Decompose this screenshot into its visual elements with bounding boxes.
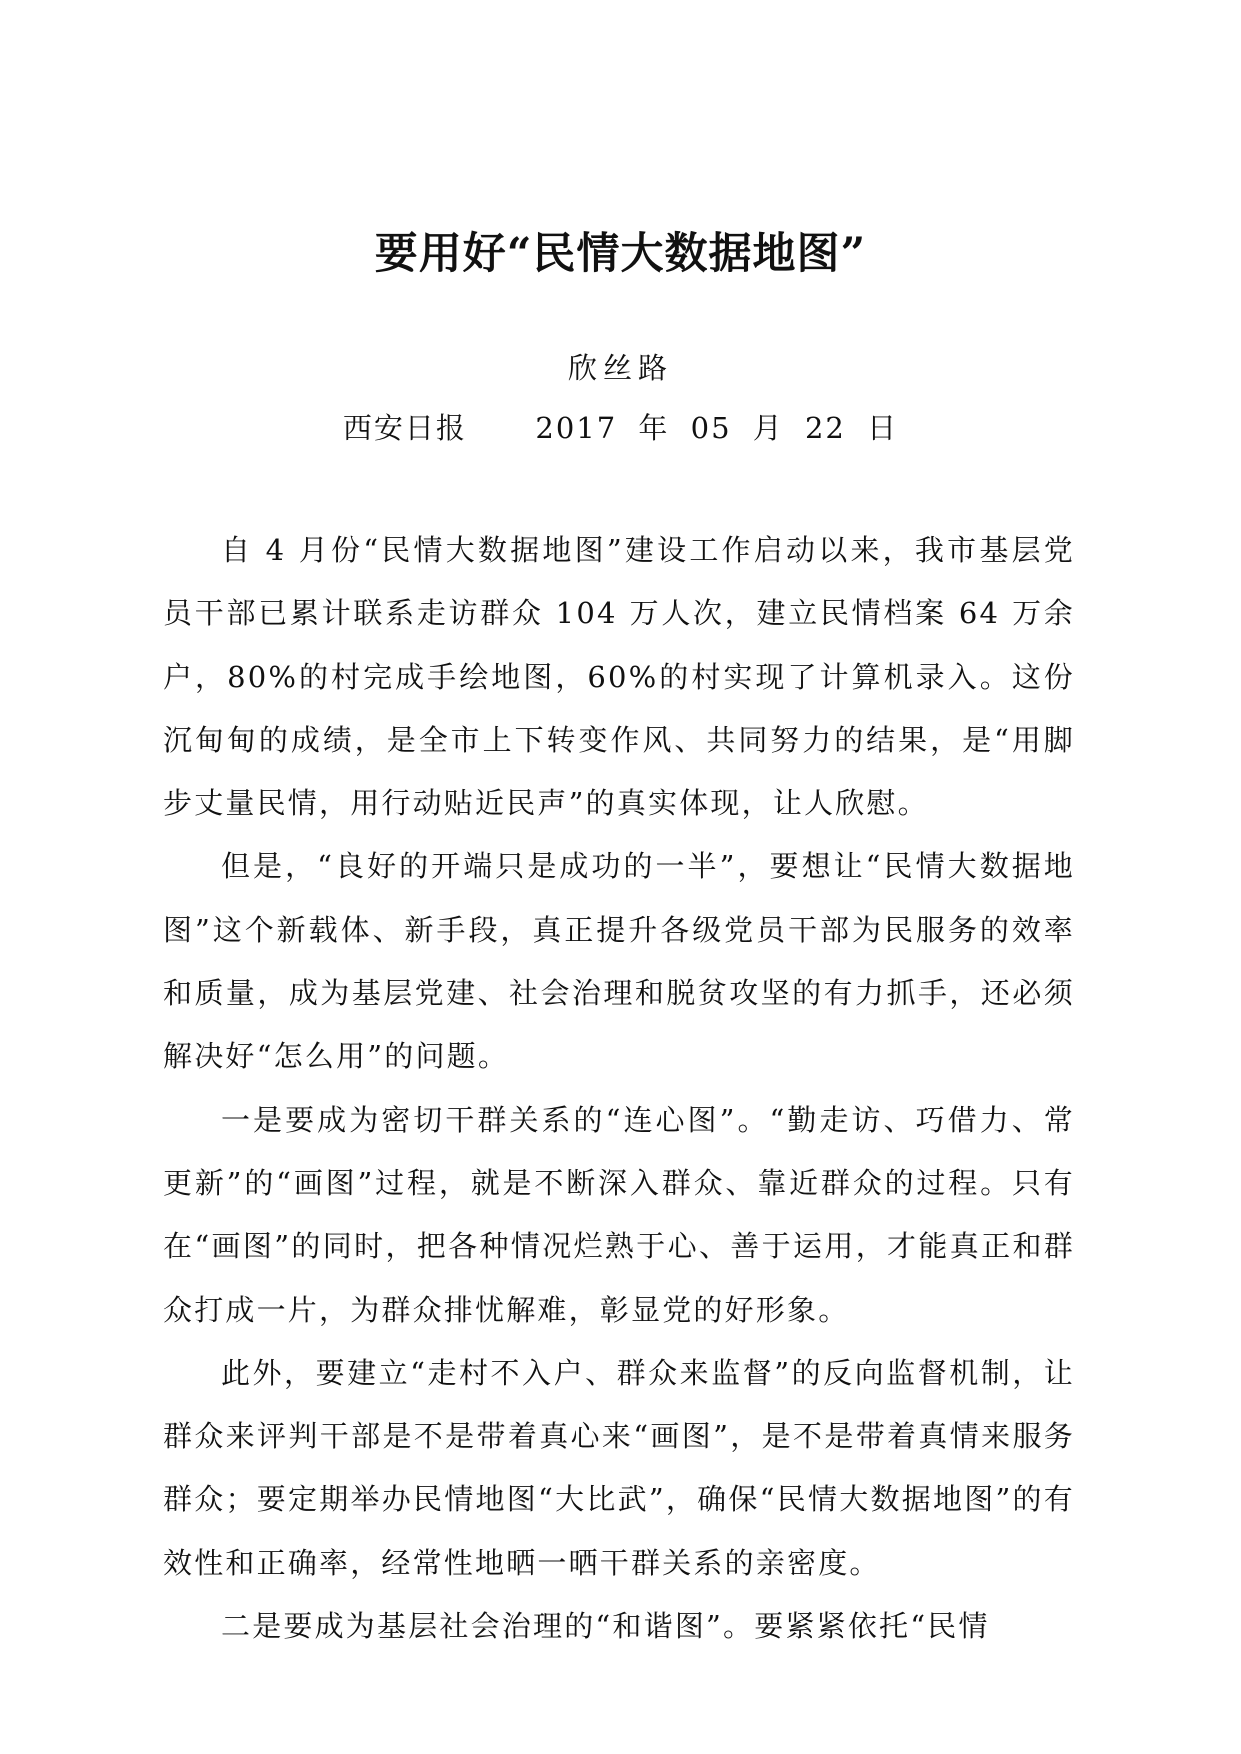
paragraph: 二是要成为基层社会治理的“和谐图”。要紧紧依托“民情 <box>221 1609 990 1644</box>
paragraph: 此外，要建立“走村不入户、群众来监督”的反向监督机制，让群众来评判干部是不是带着真心来“画图”，是不是带着真情来服务群众；要定期举办民情地图“大比武”，确保“民情大数据地图”的有效性和正确率，经常性地晒一晒干群关系的亲密度。 <box>163 1355 1075 1580</box>
article-source-line <box>0 406 1241 447</box>
paragraph: 一是要成为密切干群关系的“连心图”。“勤走访、巧借力、常更新”的“画图”过程，就是不断深入群众、靠近群众的过程。只有在“画图”的同时，把各种情况烂熟于心、善于运用，才能真正和群众打成一片，为群众排忧解难，彰显党的好形象。 <box>163 1102 1075 1327</box>
article-source: 西安日报 <box>342 411 467 445</box>
article-body <box>163 519 1075 1658</box>
article-date: 2017 年 05 月 22 日 <box>535 411 899 445</box>
paragraph: 自 4 月份“民情大数据地图”建设工作启动以来，我市基层党员干部已累计联系走访群众 104 万人次，建立民情档案 64 万余户，80%的村完成手绘地图，60%的村实现了计算机录入。这份沉甸甸的成绩，是全市上下转变作风、共同努力的结果，是“用脚步丈量民情，用行动贴近民声”的真实体现，让人欣慰。 <box>163 533 1075 821</box>
article-author: 欣丝路 <box>567 351 673 385</box>
paragraph: 但是，“良好的开端只是成功的一半”，要想让“民情大数据地图”这个新载体、新手段，真正提升各级党员干部为民服务的效率和质量，成为基层党建、社会治理和脱贫攻坚的有力抓手，还必须解决好“怎么用”的问题。 <box>163 849 1075 1074</box>
article-title: 要用好“民情大数据地图” <box>374 229 867 279</box>
